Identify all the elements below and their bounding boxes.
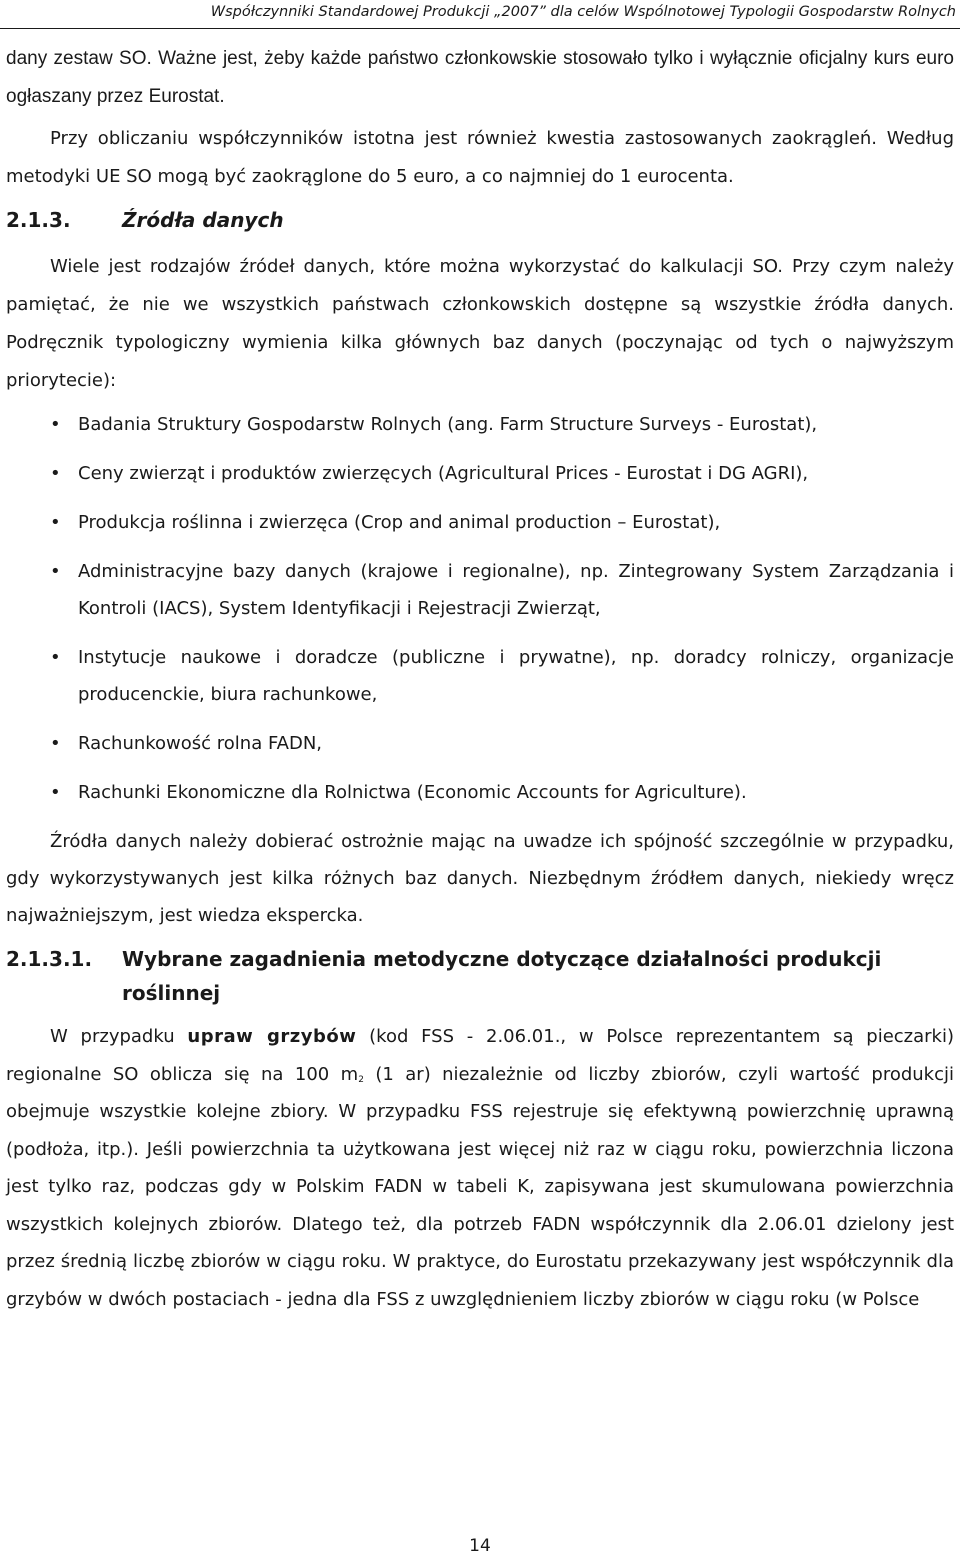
mushrooms-paragraph: W przypadku upraw grzybów (kod FSS - 2.06.01., w Polsce reprezentantem są pieczarki) regionalne SO oblicza się na 100 $m^2$ (1 ar) niezależnie od liczby zbiorów, czyli wartość produkcji obejmuje wszystkie kolejne zbiory. W przypadku FSS rejestruje się efektywną powierzchnię uprawną (podłoża, itp.). Jeśli powierzchnia ta użytkowana jest więcej niż raz w ciągu roku, powierzchnia liczona jest tylko raz, podczas gdy w Polskim FADN w tabeli K, zapisywana jest skumulowana powierzchnia wszystkich kolejnych zbiorów. Dlatego też, dla potrzeb FADN współczynnik dla 2.06.01 dzielony jest przez średnią liczbę zbiorów w ciągu roku. W praktyce, do Eurostatu przekazywany jest współczynnik dla grzybów w dwóch postaciach - jedna dla FSS z uwzględnieniem liczby zbiorów w ciągu roku (w Polsce	[6, 1026, 954, 1310]
section-heading-2-1-3	[6, 204, 954, 236]
sources-paragraph-2: Źródła danych należy dobierać ostrożnie mając na uwadze ich spójność szczególnie w przypadku, gdy wykorzystywanych jest kilka różnych baz danych. Niezbędnym źródłem danych, niekiedy wręcz najważniejszym, jest wiedza ekspercka.	[6, 831, 954, 926]
list-item: • Ceny zwierząt i produktów zwierzęcych (Agricultural Prices - Eurostat i DG AGRI),	[6, 455, 954, 492]
list-item: • Produkcja roślinna i zwierzęca (Crop and animal production – Eurostat),	[6, 504, 954, 541]
superscript: 2	[358, 1074, 364, 1085]
subsection-title: Wybrane zagadnienia metodyczne dotyczące działalności produkcji roślinnej	[122, 947, 882, 1005]
bullet-icon: •	[50, 512, 61, 533]
bullet-icon: •	[50, 733, 61, 754]
keyword-mushroom-crops: upraw grzybów	[187, 1026, 357, 1047]
list-item: • Administracyjne bazy danych (krajowe i regionalne), np. Zintegrowany System Zarządzania i Kontroli (IACS), System Identyfikacji i Rejestracji Zwierząt,	[6, 553, 954, 627]
list-item: • Instytucje naukowe i doradcze (publiczne i prywatne), np. doradcy rolniczy, organizacje producenckie, biura rachunkowe,	[6, 639, 954, 713]
page-number: 14	[469, 1536, 491, 1556]
running-title: Współczynniki Standardowej Produkcji „2007” dla celów Wspólnotowej Typologii Gospodarstw Rolnych	[210, 4, 956, 20]
list-item: • Rachunkowość rolna FADN,	[6, 725, 954, 762]
sources-paragraph-1: Wiele jest rodzajów źródeł danych, które można wykorzystać do kalkulacji SO. Przy czym należy pamiętać, że nie we wszystkich państwach członkowskich dostępne są wszystkie źródła danych. Podręcznik typologiczny wymienia kilka głównych baz danych (poczynając od tych o najwyższym priorytecie):	[6, 256, 954, 391]
bullet-icon: •	[50, 463, 61, 484]
subsection-number: 2.1.3.1.	[6, 947, 93, 971]
bullet-icon: •	[50, 561, 61, 582]
list-item: • Rachunki Ekonomiczne dla Rolnictwa (Economic Accounts for Agriculture).	[6, 774, 954, 811]
section-number: 2.1.3.	[6, 208, 71, 232]
section-heading-2-1-3-1	[6, 942, 954, 1010]
data-sources-list	[6, 406, 954, 811]
bullet-icon: •	[50, 782, 61, 803]
page-content	[6, 40, 954, 1318]
running-header	[0, 0, 960, 29]
bullet-icon: •	[50, 647, 61, 668]
section-title: Źródła danych	[122, 208, 284, 232]
intro-paragraph-1: dany zestaw SO. Ważne jest, żeby każde państwo członkowskie stosowało tylko i wyłącznie oficjalny kurs euro ogłaszany przez Eurostat.	[6, 48, 954, 107]
intro-paragraph-2: Przy obliczaniu współczynników istotna jest również kwestia zastosowanych zaokrągleń. Według metodyki UE SO mogą być zaokrąglone do 5 euro, a co najmniej do 1 eurocenta.	[6, 128, 954, 187]
list-item: • Badania Struktury Gospodarstw Rolnych (ang. Farm Structure Surveys - Eurostat),	[6, 406, 954, 443]
bullet-icon: •	[50, 414, 61, 435]
